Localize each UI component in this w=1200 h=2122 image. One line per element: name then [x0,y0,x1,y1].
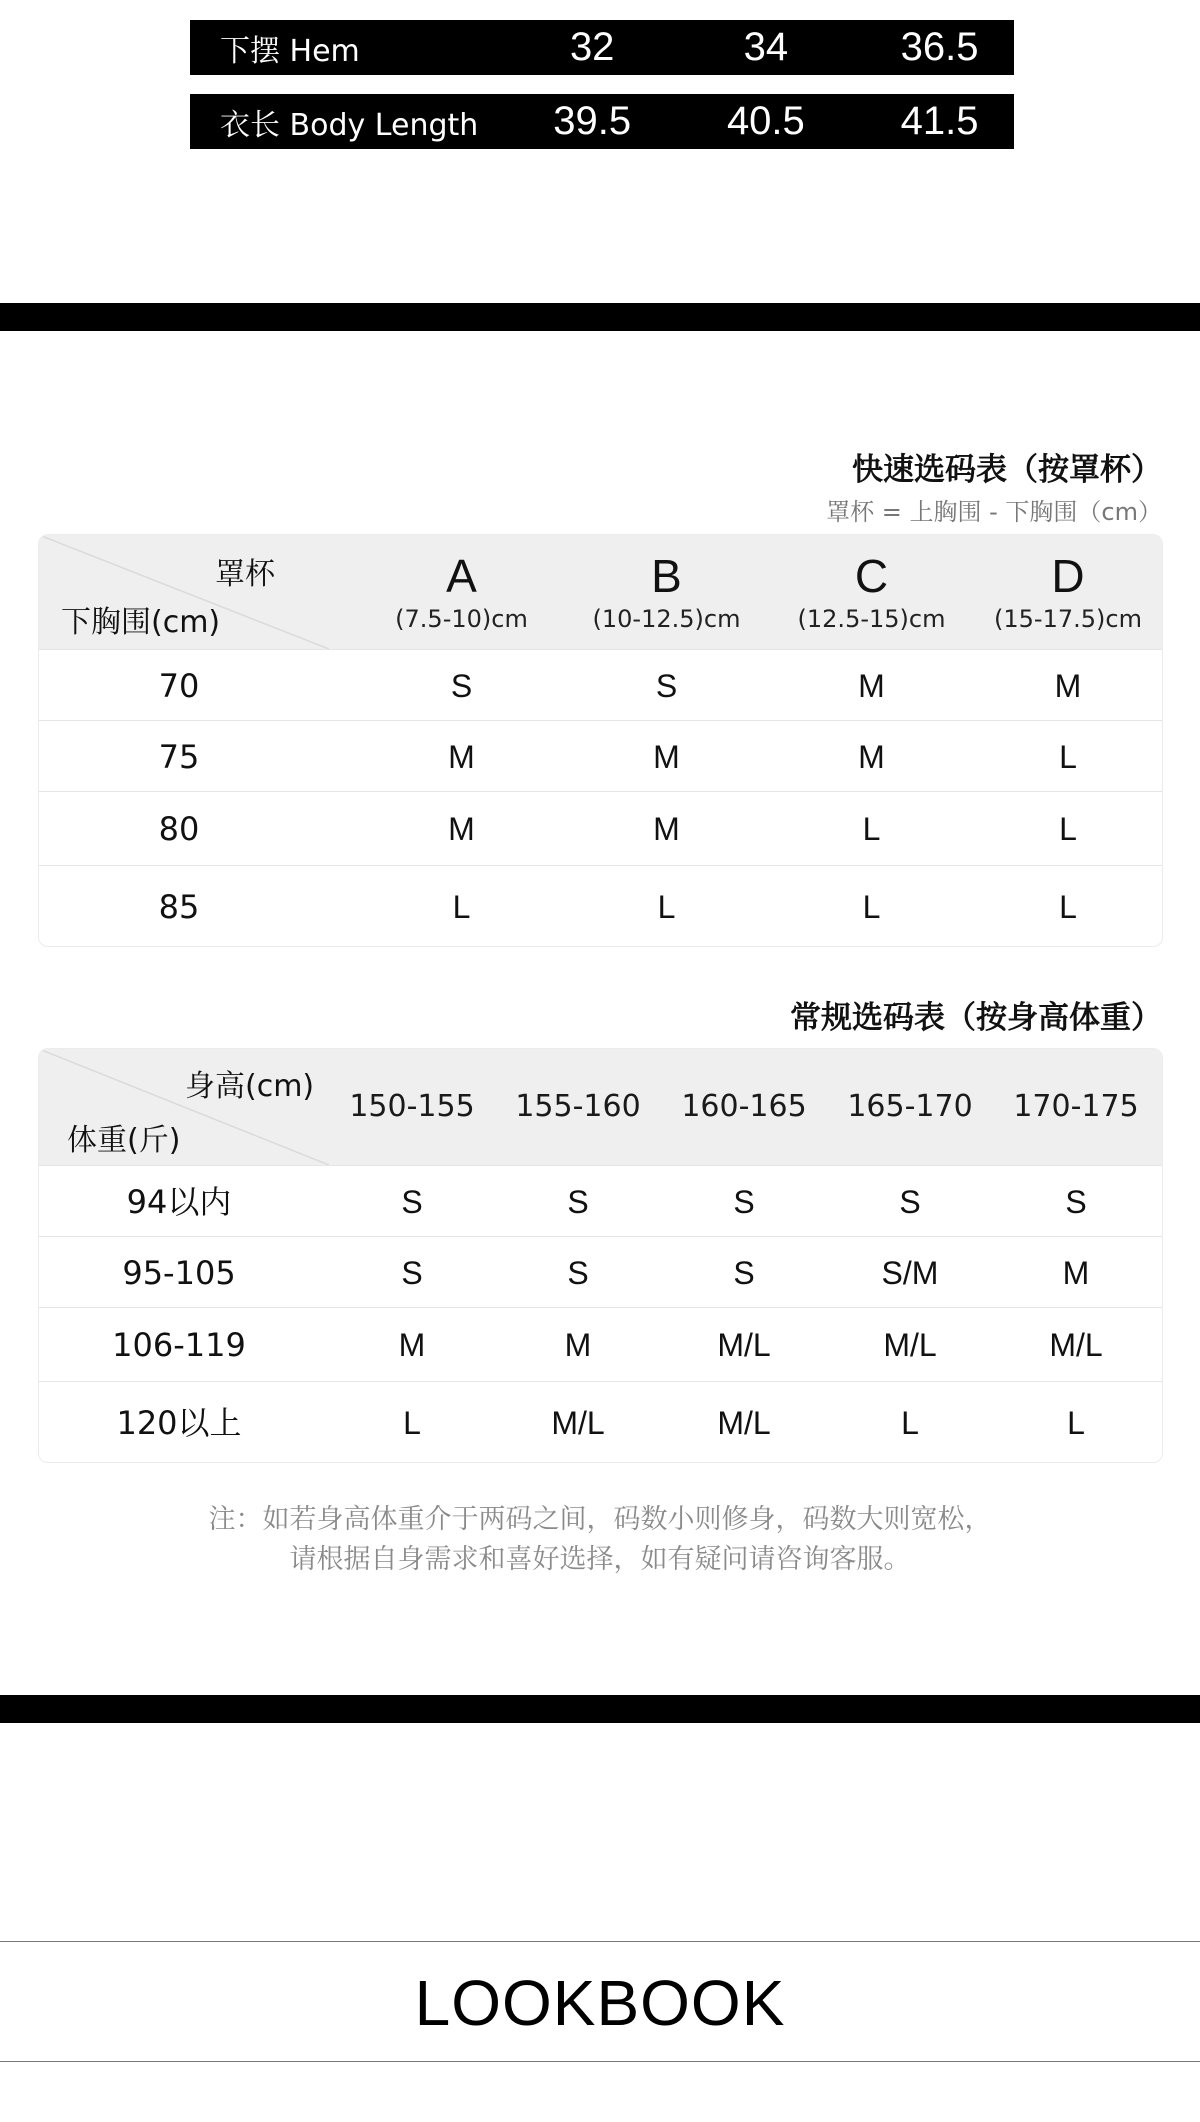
measurement-value: 41.5 [900,99,979,143]
measurement-value: 34 [743,25,789,69]
size-cell: L [901,1404,919,1441]
measurement-value: 32 [569,25,615,69]
cup-letter: A [446,550,477,602]
cup-table-title: 快速选码表（按罩杯） [852,452,1162,488]
measurement-value: 40.5 [726,99,805,143]
table-row [39,1307,1162,1381]
row-label: 80 [158,810,200,848]
size-cell: M/L [551,1404,605,1441]
measurement-value: 36.5 [900,25,979,69]
row-label: 120以上 [116,1403,242,1442]
corner-label-height: 身高(cm) [185,1069,315,1104]
row-label: 106-119 [112,1326,246,1364]
note-line: 请根据自身需求和喜好选择，如有疑问请咨询客服。 [289,1544,911,1575]
height-weight-table [38,1048,1163,1463]
row-label: 95-105 [122,1253,236,1292]
column-header-cup-c [769,535,974,649]
cup-range: (7.5-10)cm [395,605,528,633]
row-label: 94以内 [126,1182,232,1221]
measurement-label: 下摆 Hem [220,33,360,69]
size-cell: M [564,1327,592,1363]
size-cell: L [862,888,881,925]
measurement-label: 衣长 Body Length [220,107,479,143]
size-cell: M [1062,1254,1090,1291]
column-header-height: 165-170 [847,1089,973,1124]
measurement-value: 39.5 [553,99,632,143]
lookbook-top-rule [0,1941,1200,1942]
row-label: 70 [158,666,200,705]
cup-letter: B [651,550,682,602]
table-row [39,1236,1162,1307]
size-cell: S [733,1183,755,1220]
table-row [39,720,1162,791]
size-cell: M [448,738,475,775]
size-cell: M [1054,667,1082,704]
size-cell: L [1067,1404,1085,1441]
size-cell: L [1059,811,1077,847]
column-header-cup-a [359,535,564,649]
table-row [39,1381,1162,1462]
table-row [39,865,1162,946]
corner-label-underbust: 下胸围(cm) [61,605,221,640]
section-divider [0,1695,1200,1723]
size-cell: S [899,1183,921,1220]
cup-size-table [38,534,1163,947]
sizing-note [0,1500,1200,1580]
size-cell: L [657,888,676,925]
corner-label-cup: 罩杯 [215,557,275,592]
size-cell: S/M [881,1254,939,1291]
measurement-row-body-length [190,94,1014,149]
size-cell: M [653,738,680,775]
row-label: 85 [158,887,200,926]
size-cell: M/L [883,1327,937,1363]
hw-table-title: 常规选码表（按身高体重） [790,1000,1162,1036]
size-cell: S [401,1254,423,1291]
table-header [39,535,1162,649]
column-header-height: 170-175 [1013,1089,1139,1124]
size-cell: M [858,667,885,704]
lookbook-heading: LOOKBOOK [414,1967,786,2039]
measurement-row-hem [190,20,1014,75]
size-cell: M [858,738,885,775]
size-cell: L [1059,738,1077,775]
corner-label-weight: 体重(斤) [67,1123,181,1158]
column-header-height: 155-160 [515,1089,641,1124]
cup-range: (15-17.5)cm [994,605,1142,633]
table-row [39,1165,1162,1236]
lookbook-bottom-rule [0,2061,1200,2062]
size-cell: M/L [1049,1327,1103,1363]
column-header-cup-b [564,535,769,649]
table-row [39,649,1162,720]
column-header-height: 160-165 [681,1089,807,1124]
cup-table-subtitle: 罩杯 = 上胸围 - 下胸围（cm） [826,498,1162,526]
section-divider [0,303,1200,331]
table-header [39,1049,1162,1165]
size-cell: S [567,1254,589,1291]
size-cell: L [862,811,881,847]
row-label: 75 [158,737,200,776]
column-header-height: 150-155 [349,1089,475,1124]
size-cell: L [452,888,471,925]
size-cell: S [450,667,473,704]
size-cell: M [398,1327,426,1363]
size-cell: L [403,1404,421,1441]
column-header-cup-d [974,535,1162,649]
cup-letter: D [1051,550,1085,602]
size-cell: S [733,1254,755,1291]
note-line: 注：如若身高体重介于两码之间，码数小则修身，码数大则宽松， [208,1504,992,1535]
size-cell: M [448,811,475,847]
size-cell: M/L [717,1327,771,1363]
size-cell: S [567,1183,589,1220]
size-cell: S [655,667,678,704]
table-row [39,791,1162,865]
size-cell: M/L [717,1404,771,1441]
cup-range: (12.5-15)cm [797,605,946,633]
size-cell: S [1065,1183,1087,1220]
cup-letter: C [854,550,889,602]
size-cell: M [653,811,680,847]
size-cell: S [401,1183,423,1220]
size-cell: L [1059,888,1077,925]
cup-range: (10-12.5)cm [592,605,741,633]
